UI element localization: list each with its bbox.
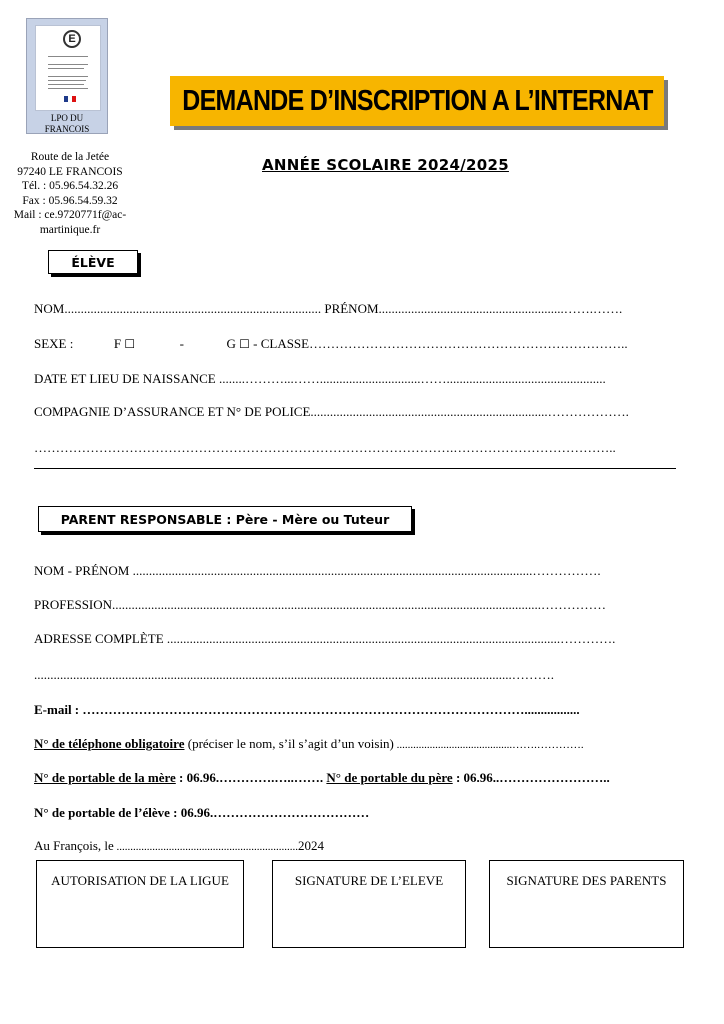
document-title: DEMANDE D’INSCRIPTION A L’INTERNAT	[181, 84, 653, 117]
academie-e-icon: E	[63, 30, 81, 48]
title-banner	[170, 76, 664, 126]
section-parent-label: PARENT RESPONSABLE : Père - Mère ou Tuteur	[60, 511, 390, 527]
logo-label: LPO DU FRANCOIS	[44, 113, 90, 134]
field-assurance-cont[interactable]: …………………………………………………………………………………….………………………………..	[34, 440, 616, 455]
field-portable-eleve[interactable]: N° de portable de l’élève : 06.96.………………………………	[34, 805, 370, 820]
signature-box-ligue[interactable]	[36, 860, 244, 948]
academie-emblem	[35, 25, 101, 111]
address-tel: Tél. : 05.96.54.32.26	[21, 180, 119, 192]
signature-ligue-label: AUTORISATION DE LA LIGUE	[51, 873, 229, 888]
field-place-date[interactable]: Au François, le ..................................................................2024	[34, 838, 325, 853]
field-parent-nom-prenom[interactable]: NOM - PRÉNOM ...........................................................................................................................…………….	[34, 563, 601, 578]
field-naissance[interactable]: DATE ET LIEU DE NAISSANCE ........………...……...............................…….................................................	[34, 371, 606, 386]
address-city: 97240 LE FRANCOIS	[17, 165, 123, 178]
field-adresse[interactable]: ADRESSE COMPLÈTE .........................................................................................................................………….	[34, 631, 616, 646]
separator-line	[34, 468, 676, 469]
section-eleve-label: ÉLÈVE	[71, 254, 115, 270]
field-telephone[interactable]: N° de téléphone obligatoire (préciser le nom, s’il s’agit d’un voisin) ..........................................…….………….	[34, 736, 584, 751]
school-address	[6, 150, 134, 237]
field-assurance[interactable]: COMPAGNIE D’ASSURANCE ET N° DE POLICE.........................................................................……………….	[34, 404, 629, 419]
signature-eleve-label: SIGNATURE DE L’ELEVE	[294, 873, 444, 888]
french-flag-icon	[64, 96, 76, 102]
section-eleve	[48, 250, 138, 274]
field-profession[interactable]: PROFESSION....................................................................................................................................……………	[34, 597, 607, 612]
field-nom-prenom[interactable]: NOM............................................................................... PRÉNOM.........................................................…….…….	[34, 301, 623, 316]
address-mail: Mail : ce.9720771f@ac-	[13, 209, 127, 221]
field-sexe-classe: SEXE : F ☐ - G ☐ - CLASSE………………………………………………………………..	[34, 336, 628, 351]
field-email[interactable]: E-mail : ………………………………………………………………………………………….................	[34, 702, 580, 717]
checkbox-g[interactable]: ☐	[239, 337, 250, 351]
address-street: Route de la Jetée	[30, 151, 110, 163]
section-parent	[38, 506, 412, 532]
signature-box-eleve[interactable]	[272, 860, 466, 948]
address-mail-cont: martinique.fr	[39, 223, 101, 236]
signature-box-parents[interactable]	[489, 860, 684, 948]
field-portables-parents[interactable]: N° de portable de la mère : 06.96.………….…..……. N° de portable du père : 06.96..……………………..	[34, 770, 610, 785]
field-adresse-cont[interactable]: ...................................................................................................................................................……….	[34, 667, 554, 682]
school-year: ANNÉE SCOLAIRE 2024/2025	[262, 156, 509, 174]
address-fax: Fax : 05.96.54.59.32	[22, 194, 118, 207]
classe-field[interactable]: ………………………………………………………………..	[309, 336, 628, 351]
signature-parents-label: SIGNATURE DES PARENTS	[506, 873, 667, 888]
school-logo	[26, 18, 108, 134]
checkbox-f[interactable]: ☐	[124, 337, 136, 351]
